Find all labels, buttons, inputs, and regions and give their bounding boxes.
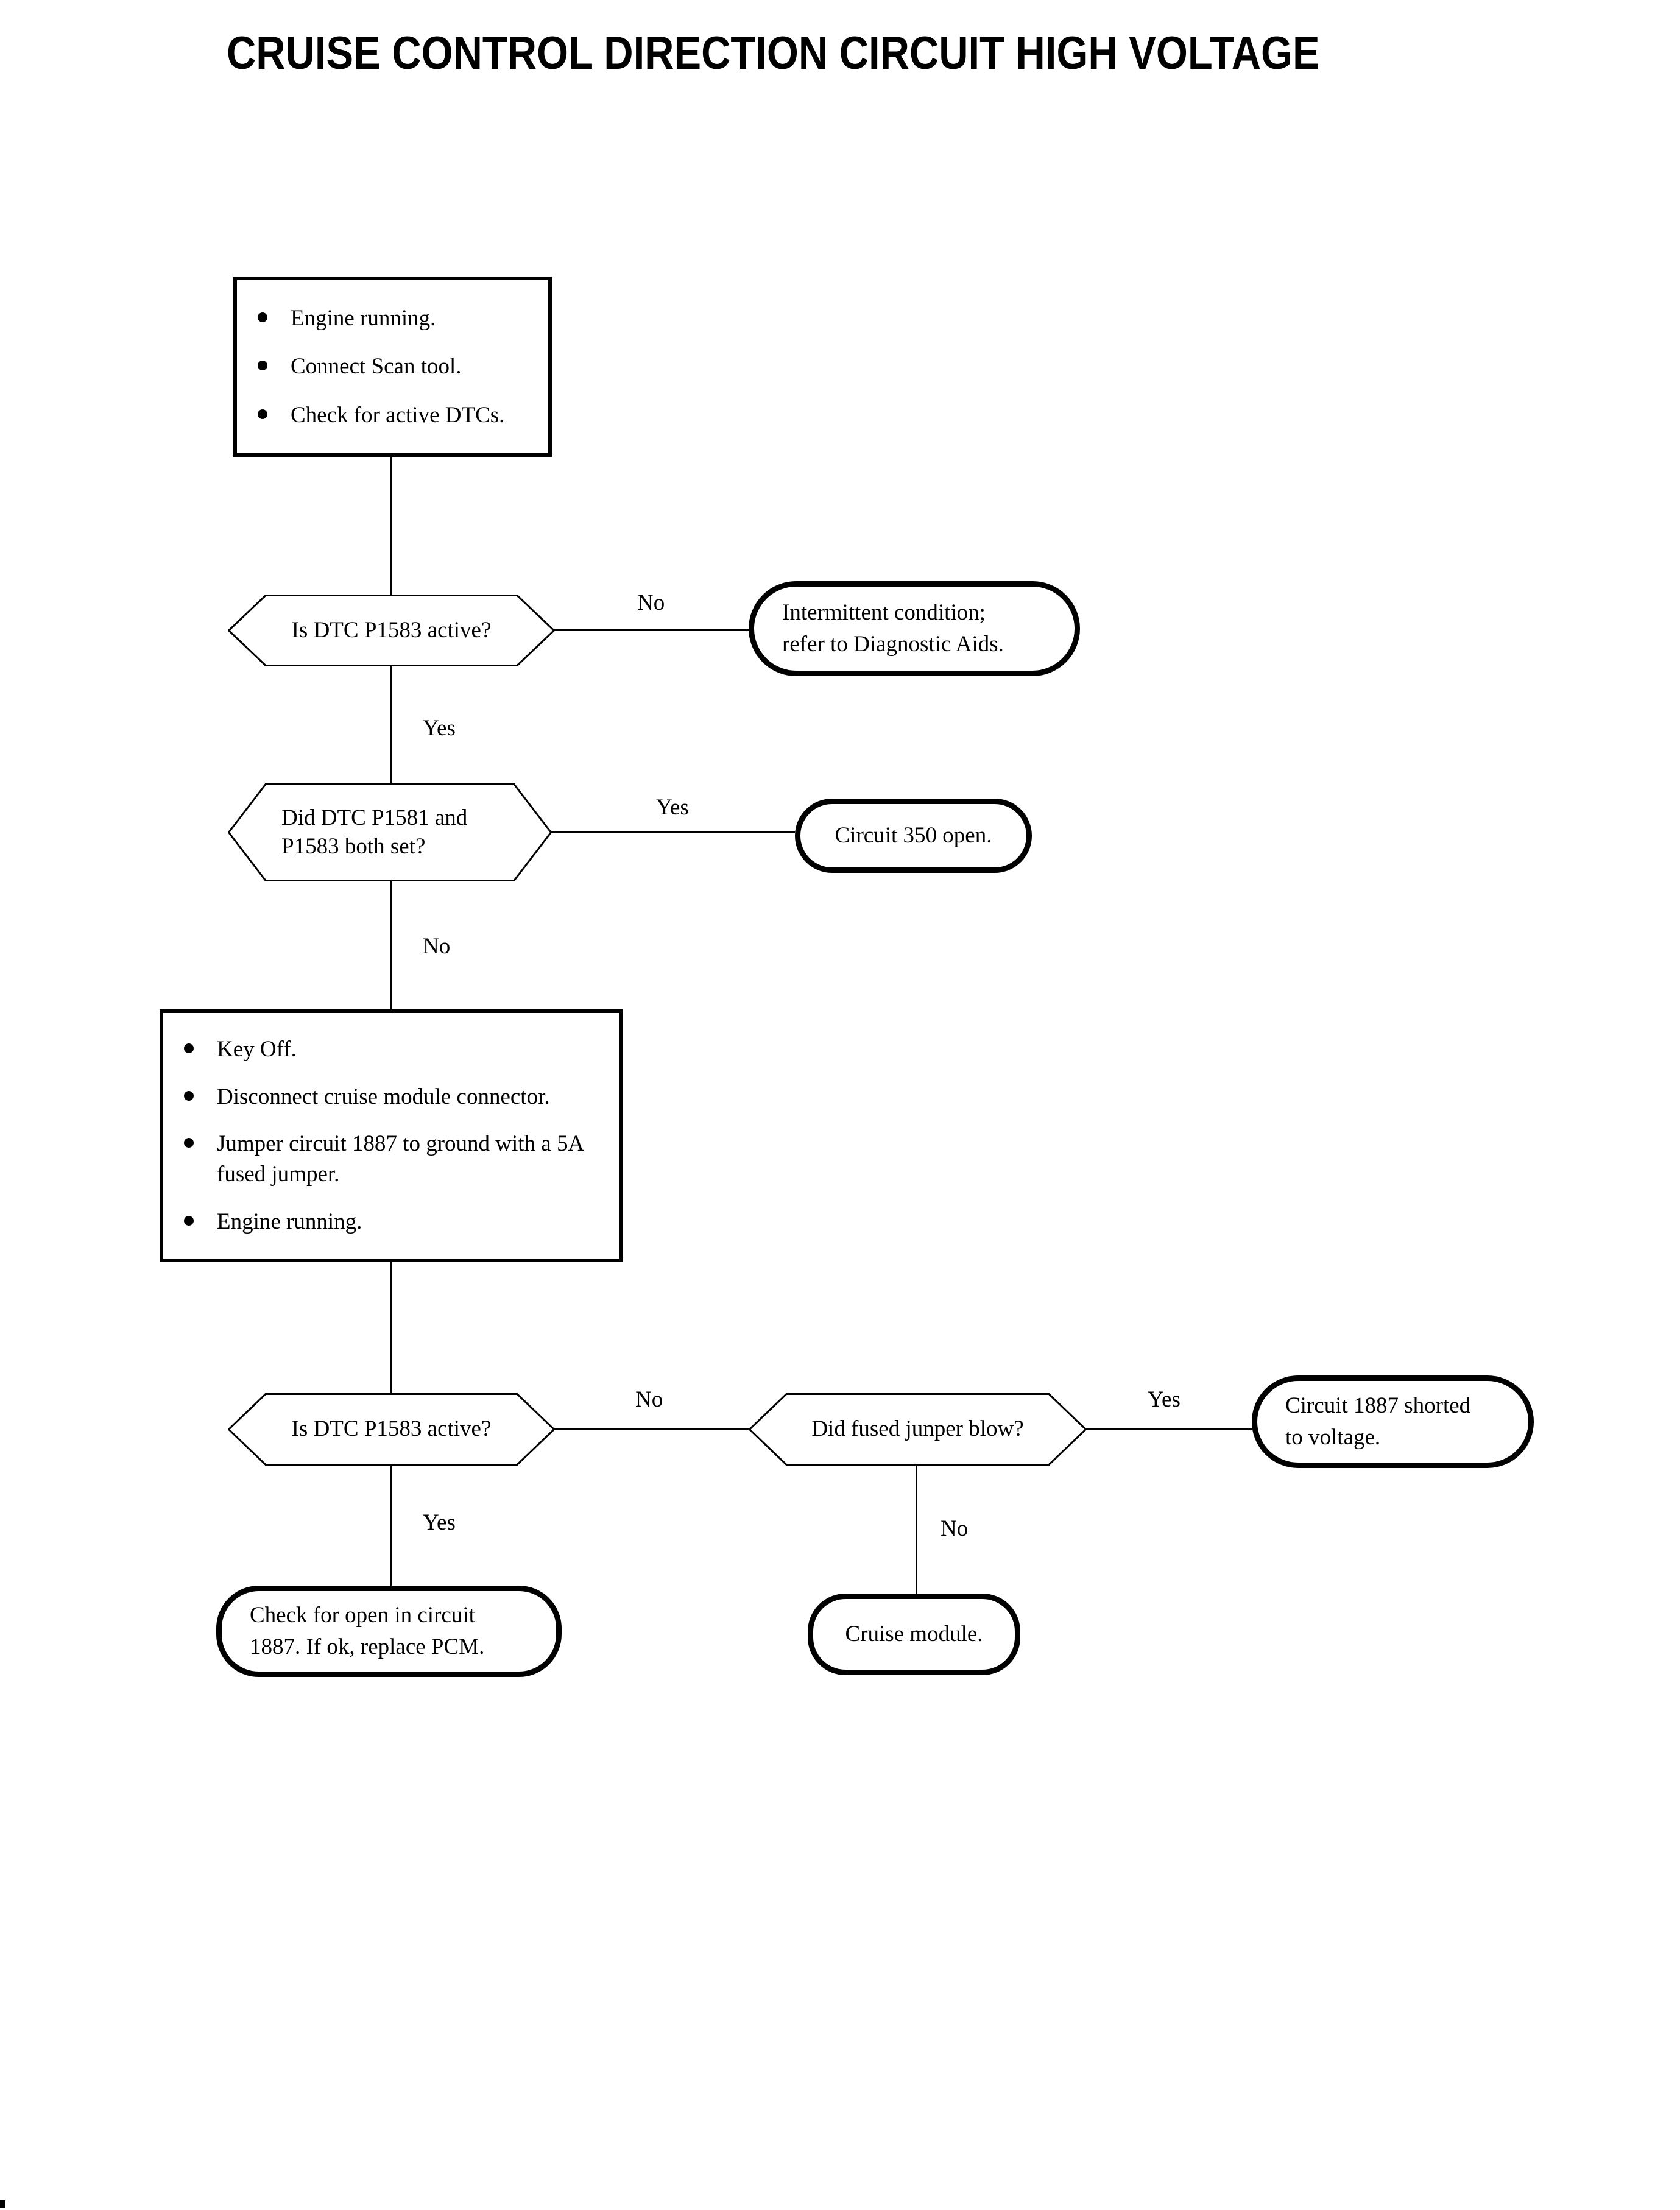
terminal-text-line: to voltage. xyxy=(1285,1425,1381,1450)
bullet-icon xyxy=(184,1043,194,1053)
edge-label-decision4-no: No xyxy=(941,1516,969,1541)
connector-setup-to-decision3 xyxy=(390,1261,392,1393)
connector-decision1-no xyxy=(553,629,749,631)
list-item-text: Disconnect cruise module connector. xyxy=(217,1084,550,1109)
list-item-text: Engine running. xyxy=(217,1209,362,1234)
list-item xyxy=(258,400,542,431)
connector-start-to-decision1 xyxy=(390,456,392,596)
terminal-text-line: Intermittent condition; xyxy=(782,600,986,625)
edge-label-decision2-yes: Yes xyxy=(656,795,689,820)
decision-label-line: Did DTC P1581 and xyxy=(281,805,468,831)
connector-decision3-yes xyxy=(390,1464,392,1586)
decision-label xyxy=(228,783,552,881)
decision-1-is-dtc-p1583-active xyxy=(228,595,555,666)
terminal-text-line: Cruise module. xyxy=(845,1622,983,1647)
edge-label-decision3-no: No xyxy=(635,1387,663,1412)
connector-decision2-yes xyxy=(550,831,795,833)
list-item xyxy=(184,1034,613,1065)
bullet-icon xyxy=(258,361,267,370)
terminal-text-line: Circuit 1887 shorted xyxy=(1285,1393,1471,1418)
terminal-text-line: Circuit 350 open. xyxy=(835,823,992,848)
edge-label-decision3-yes: Yes xyxy=(423,1510,456,1535)
bullet-icon xyxy=(258,409,267,419)
bullet-icon xyxy=(184,1091,194,1101)
list-item-text: Engine running. xyxy=(291,305,436,331)
connector-decision2-no xyxy=(390,880,392,1009)
connector-decision3-no xyxy=(553,1428,749,1430)
connector-decision1-yes xyxy=(390,665,392,783)
list-item-text: Check for active DTCs. xyxy=(291,402,505,428)
edge-label-decision4-yes: Yes xyxy=(1148,1387,1181,1412)
terminal-text-line: 1887. If ok, replace PCM. xyxy=(250,1634,485,1659)
decision-label: Is DTC P1583 active? xyxy=(291,617,492,643)
list-item xyxy=(258,351,542,382)
list-item xyxy=(184,1082,613,1112)
decision-4-did-fused-jumper-blow xyxy=(749,1393,1087,1466)
connector-decision4-yes xyxy=(1085,1428,1252,1430)
list-item-text: Connect Scan tool. xyxy=(291,354,462,380)
decision-2-did-p1581-and-p1583-set xyxy=(228,783,552,881)
list-item xyxy=(184,1207,613,1237)
bullet-icon xyxy=(258,312,267,322)
decision-label-line: P1583 both set? xyxy=(281,833,426,859)
decision-label: Is DTC P1583 active? xyxy=(291,1416,492,1442)
start-box xyxy=(233,277,552,457)
edge-label-decision1-no: No xyxy=(637,590,665,615)
terminal-check-open-circuit-1887 xyxy=(216,1586,562,1677)
connector-decision4-no xyxy=(916,1464,917,1594)
decision-3-is-dtc-p1583-active xyxy=(228,1393,555,1466)
list-item-text: Key Off. xyxy=(217,1037,297,1062)
bullet-icon xyxy=(184,1216,194,1226)
decision-label: Did fused junper blow? xyxy=(811,1416,1024,1442)
edge-label-decision2-no: No xyxy=(423,934,451,959)
scan-artifact xyxy=(0,2200,5,2208)
edge-label-decision1-yes: Yes xyxy=(423,716,456,741)
terminal-text-line: refer to Diagnostic Aids. xyxy=(782,632,1004,657)
terminal-circuit-1887-shorted xyxy=(1252,1375,1534,1468)
page-title: CRUISE CONTROL DIRECTION CIRCUIT HIGH VOLTAGE xyxy=(227,27,1320,79)
terminal-text-line: Check for open in circuit xyxy=(250,1603,475,1628)
setup-box xyxy=(160,1009,623,1262)
terminal-intermittent-condition xyxy=(749,581,1080,676)
terminal-circuit-350-open xyxy=(795,799,1032,873)
list-item xyxy=(184,1129,613,1190)
list-item xyxy=(258,303,542,334)
list-item-text: Jumper circuit 1887 to ground with a 5A fused jumper. xyxy=(217,1131,584,1187)
bullet-icon xyxy=(184,1138,194,1148)
terminal-cruise-module xyxy=(808,1594,1020,1675)
